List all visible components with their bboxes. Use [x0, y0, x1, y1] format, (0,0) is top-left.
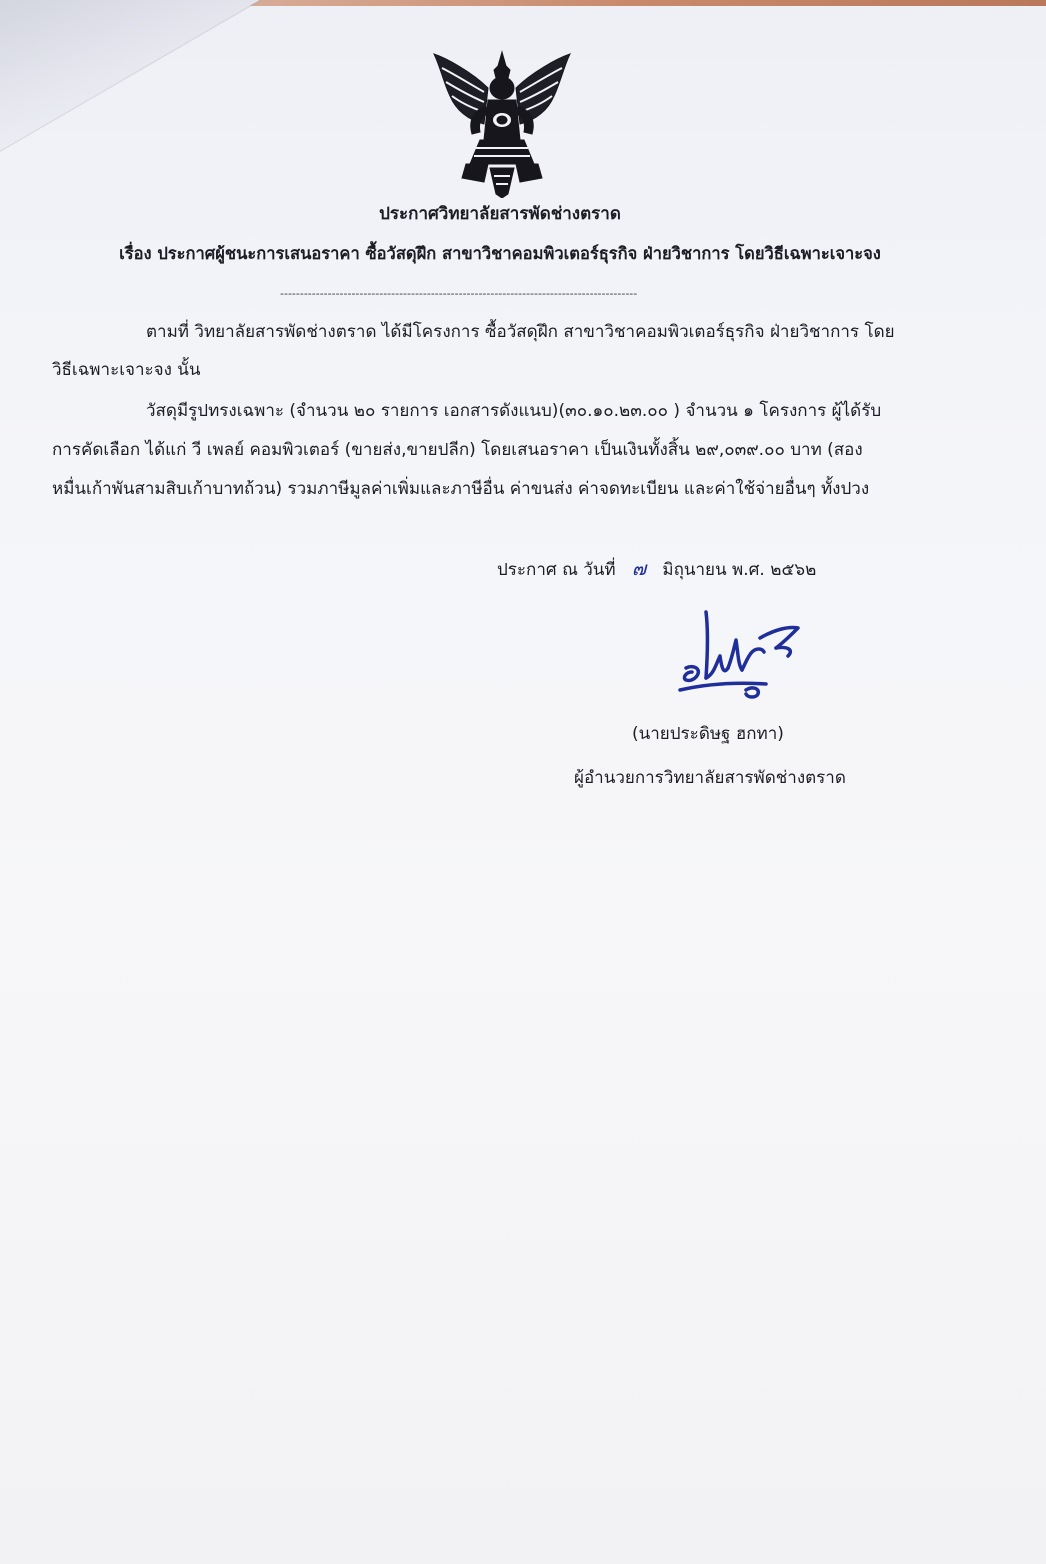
paragraph-1-line-2: วิธีเฉพาะเจาะจง นั้น: [52, 360, 201, 380]
paragraph-1-line-1: ตามที่ วิทยาลัยสารพัดช่างตราด ได้มีโครงการ ซื้อวัสดุฝึก สาขาวิชาคอมพิวเตอร์ธุรกิจ ฝ่ายวิชาการ โดย: [146, 322, 895, 342]
document-title: ประกาศวิทยาลัยสารพัดช่างตราด: [379, 204, 621, 224]
paragraph-2-line-2: การคัดเลือก ได้แก่ วี เพลย์ คอมพิวเตอร์ (ขายส่ง,ขายปลีก) โดยเสนอราคา เป็นเงินทั้งสิ้น ๒๙,๐๓๙.๐๐ บาท (สอง: [52, 440, 863, 460]
paragraph-2-line-1: วัสดุมีรูปทรงเฉพาะ (จำนวน ๒๐ รายการ เอกสารดังแนบ)(๓๐.๑๐.๒๓.๐๐ ) จำนวน ๑ โครงการ ผู้ได้รับ: [146, 401, 882, 421]
announce-prefix: ประกาศ ณ วันที่: [497, 560, 616, 580]
handwritten-signature: [676, 608, 808, 700]
garuda-emblem-icon: [428, 44, 576, 198]
signer-name: (นายประดิษฐ ฮกทา): [632, 724, 784, 744]
signer-title: ผู้อำนวยการวิทยาลัยสารพัดช่างตราด: [574, 768, 846, 788]
announce-suffix: มิถุนายน พ.ศ. ๒๕๖๒: [662, 560, 817, 580]
announcement-date: [497, 559, 816, 580]
separator-line: ------------------------------------------------------------------------------------------: [280, 287, 638, 300]
paragraph-2-line-3: หมื่นเก้าพันสามสิบเก้าบาทถ้วน) รวมภาษีมูลค่าเพิ่มและภาษีอื่น ค่าขนส่ง ค่าจดทะเบียน และค่าใช้จ่ายอื่นๆ ทั้งปวง: [52, 479, 870, 499]
announce-day: ๗: [631, 558, 647, 580]
document-subject: เรื่อง ประกาศผู้ชนะการเสนอราคา ซื้อวัสดุฝึก สาขาวิชาคอมพิวเตอร์ธุรกิจ ฝ่ายวิชาการ โดยวิธีเฉพาะเจาะจง: [119, 244, 881, 263]
